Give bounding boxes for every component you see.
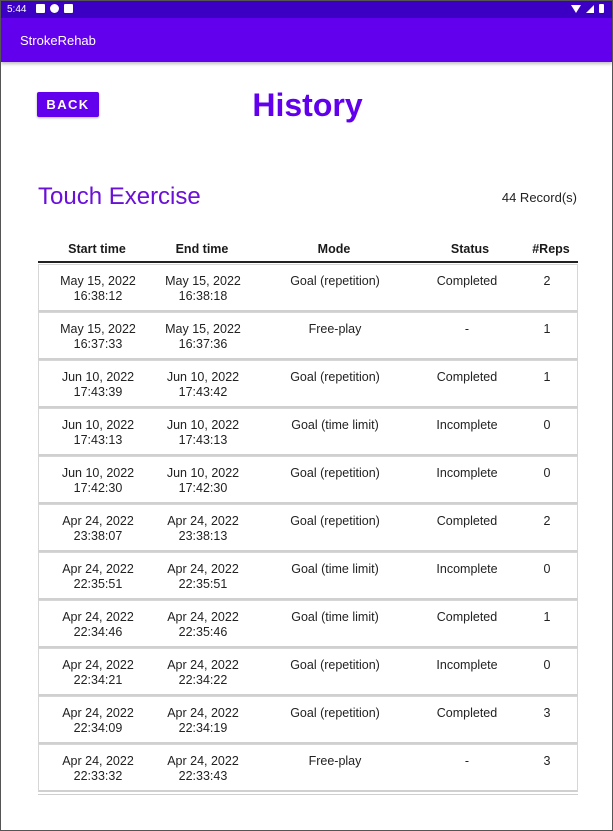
mode-cell: Goal (repetition)	[290, 274, 380, 288]
start-time-cell	[39, 466, 157, 496]
end-time-cell	[147, 418, 259, 448]
battery-icon	[599, 4, 604, 13]
mode-cell: Goal (time limit)	[291, 418, 379, 432]
start-clock: 16:37:33	[73, 337, 123, 351]
reps-cell: 1	[543, 322, 551, 336]
end-date: Apr 24, 2022	[167, 514, 239, 528]
status-cell: -	[464, 322, 470, 336]
notification-p-icon	[50, 4, 59, 13]
table-row[interactable]	[38, 552, 578, 600]
end-time-cell	[147, 274, 259, 304]
end-clock: 22:35:46	[178, 625, 228, 639]
reps-cell: 3	[543, 706, 551, 720]
table-row[interactable]	[38, 696, 578, 744]
end-time-cell	[147, 370, 259, 400]
status-cell: -	[464, 754, 470, 768]
start-date: Apr 24, 2022	[62, 562, 134, 576]
mode-cell: Goal (time limit)	[291, 610, 379, 624]
start-time-cell	[39, 322, 157, 352]
start-clock: 22:33:32	[73, 769, 123, 783]
start-clock: 22:34:46	[73, 625, 123, 639]
table-row[interactable]	[38, 648, 578, 696]
back-button[interactable]: BACK	[37, 92, 99, 117]
mode-cell: Goal (repetition)	[290, 658, 380, 672]
notification-icons	[36, 4, 73, 13]
start-date: Jun 10, 2022	[61, 370, 135, 384]
column-header-mode: Mode	[317, 242, 351, 256]
app-title: StrokeRehab	[20, 33, 96, 48]
end-time-cell	[147, 466, 259, 496]
status-cell: Incomplete	[436, 658, 498, 672]
reps-cell: 1	[543, 370, 551, 384]
mode-cell: Goal (repetition)	[290, 706, 380, 720]
start-time-cell	[39, 562, 157, 592]
end-clock: 16:38:18	[178, 289, 228, 303]
sd-card-icon	[64, 4, 73, 13]
end-time-cell	[147, 562, 259, 592]
end-clock: 16:37:36	[178, 337, 228, 351]
end-clock: 17:43:42	[178, 385, 228, 399]
start-date: May 15, 2022	[60, 274, 136, 288]
status-cell: Completed	[436, 370, 498, 384]
start-date: May 15, 2022	[60, 322, 136, 336]
mode-cell: Goal (repetition)	[290, 370, 380, 384]
table-row[interactable]	[38, 600, 578, 648]
app-bar	[1, 18, 612, 62]
start-clock: 22:35:51	[73, 577, 123, 591]
reps-cell: 0	[543, 466, 551, 480]
table-row[interactable]	[38, 312, 578, 360]
start-time-cell	[39, 370, 157, 400]
end-clock: 17:43:13	[178, 433, 228, 447]
end-time-cell	[147, 658, 259, 688]
column-header-reps: #Reps	[532, 242, 570, 256]
end-time-cell	[147, 322, 259, 352]
reps-cell: 0	[543, 658, 551, 672]
end-clock: 22:34:19	[178, 721, 228, 735]
end-date: Jun 10, 2022	[166, 466, 240, 480]
start-date: Apr 24, 2022	[62, 658, 134, 672]
end-clock: 23:38:13	[178, 529, 228, 543]
mode-cell: Goal (repetition)	[290, 466, 380, 480]
signal-icon	[586, 5, 594, 13]
end-date: Apr 24, 2022	[167, 706, 239, 720]
start-time-cell	[39, 754, 157, 784]
end-date: Apr 24, 2022	[167, 658, 239, 672]
status-cell: Completed	[436, 514, 498, 528]
section-title: Touch Exercise	[38, 183, 201, 210]
reps-cell: 0	[543, 562, 551, 576]
record-count-suffix: Record(s)	[516, 190, 577, 205]
start-time-cell	[39, 418, 157, 448]
table-row[interactable]	[38, 408, 578, 456]
start-date: Apr 24, 2022	[62, 514, 134, 528]
start-date: Jun 10, 2022	[61, 418, 135, 432]
reps-cell: 1	[543, 610, 551, 624]
table-row[interactable]	[38, 456, 578, 504]
status-cell: Completed	[436, 274, 498, 288]
reps-cell: 0	[543, 418, 551, 432]
start-date: Jun 10, 2022	[61, 466, 135, 480]
end-clock: 22:34:22	[178, 673, 228, 687]
start-clock: 23:38:07	[73, 529, 123, 543]
end-time-cell	[147, 754, 259, 784]
end-time-cell	[147, 610, 259, 640]
status-cell: Completed	[436, 706, 498, 720]
status-cell: Incomplete	[436, 418, 498, 432]
start-clock: 22:34:21	[73, 673, 123, 687]
reps-cell: 2	[543, 274, 551, 288]
start-date: Apr 24, 2022	[62, 754, 134, 768]
start-clock: 17:43:13	[73, 433, 123, 447]
start-time-cell	[39, 274, 157, 304]
table-row[interactable]	[38, 264, 578, 312]
status-cell: Incomplete	[436, 466, 498, 480]
start-time-cell	[39, 706, 157, 736]
end-date: Apr 24, 2022	[167, 610, 239, 624]
page-title: History	[252, 87, 363, 123]
end-date: Apr 24, 2022	[167, 754, 239, 768]
mode-cell: Free-play	[308, 322, 362, 336]
reps-cell: 3	[543, 754, 551, 768]
end-clock: 17:42:30	[178, 481, 228, 495]
list-bottom-divider	[38, 794, 578, 795]
end-clock: 22:33:43	[178, 769, 228, 783]
start-time-cell	[39, 658, 157, 688]
start-date: Apr 24, 2022	[62, 610, 134, 624]
column-header-end-time: End time	[175, 242, 229, 256]
history-list[interactable]	[38, 264, 578, 794]
start-clock: 17:42:30	[73, 481, 123, 495]
start-clock: 17:43:39	[73, 385, 123, 399]
system-icons	[571, 4, 604, 13]
record-count	[502, 190, 577, 205]
start-clock: 22:34:09	[73, 721, 123, 735]
end-date: Jun 10, 2022	[166, 418, 240, 432]
table-row[interactable]	[38, 504, 578, 552]
end-time-cell	[147, 706, 259, 736]
table-row[interactable]	[38, 360, 578, 408]
end-clock: 22:35:51	[178, 577, 228, 591]
end-date: May 15, 2022	[165, 322, 241, 336]
end-date: Apr 24, 2022	[167, 562, 239, 576]
reps-cell: 2	[543, 514, 551, 528]
table-header	[38, 240, 578, 263]
status-cell: Incomplete	[436, 562, 498, 576]
start-time-cell	[39, 610, 157, 640]
start-clock: 16:38:12	[73, 289, 123, 303]
column-header-start-time: Start time	[68, 242, 126, 256]
wifi-icon	[571, 5, 581, 13]
start-date: Apr 24, 2022	[62, 706, 134, 720]
status-cell: Completed	[436, 610, 498, 624]
mode-cell: Goal (repetition)	[290, 514, 380, 528]
record-count-value: 44	[501, 190, 517, 205]
mode-cell: Goal (time limit)	[291, 562, 379, 576]
end-date: Jun 10, 2022	[166, 370, 240, 384]
status-bar	[1, 1, 612, 18]
notification-a-icon	[36, 4, 45, 13]
end-time-cell	[147, 514, 259, 544]
mode-cell: Free-play	[308, 754, 362, 768]
table-row[interactable]	[38, 744, 578, 792]
status-time: 5:44	[7, 4, 27, 15]
column-header-status: Status	[450, 242, 490, 256]
end-date: May 15, 2022	[165, 274, 241, 288]
start-time-cell	[39, 514, 157, 544]
